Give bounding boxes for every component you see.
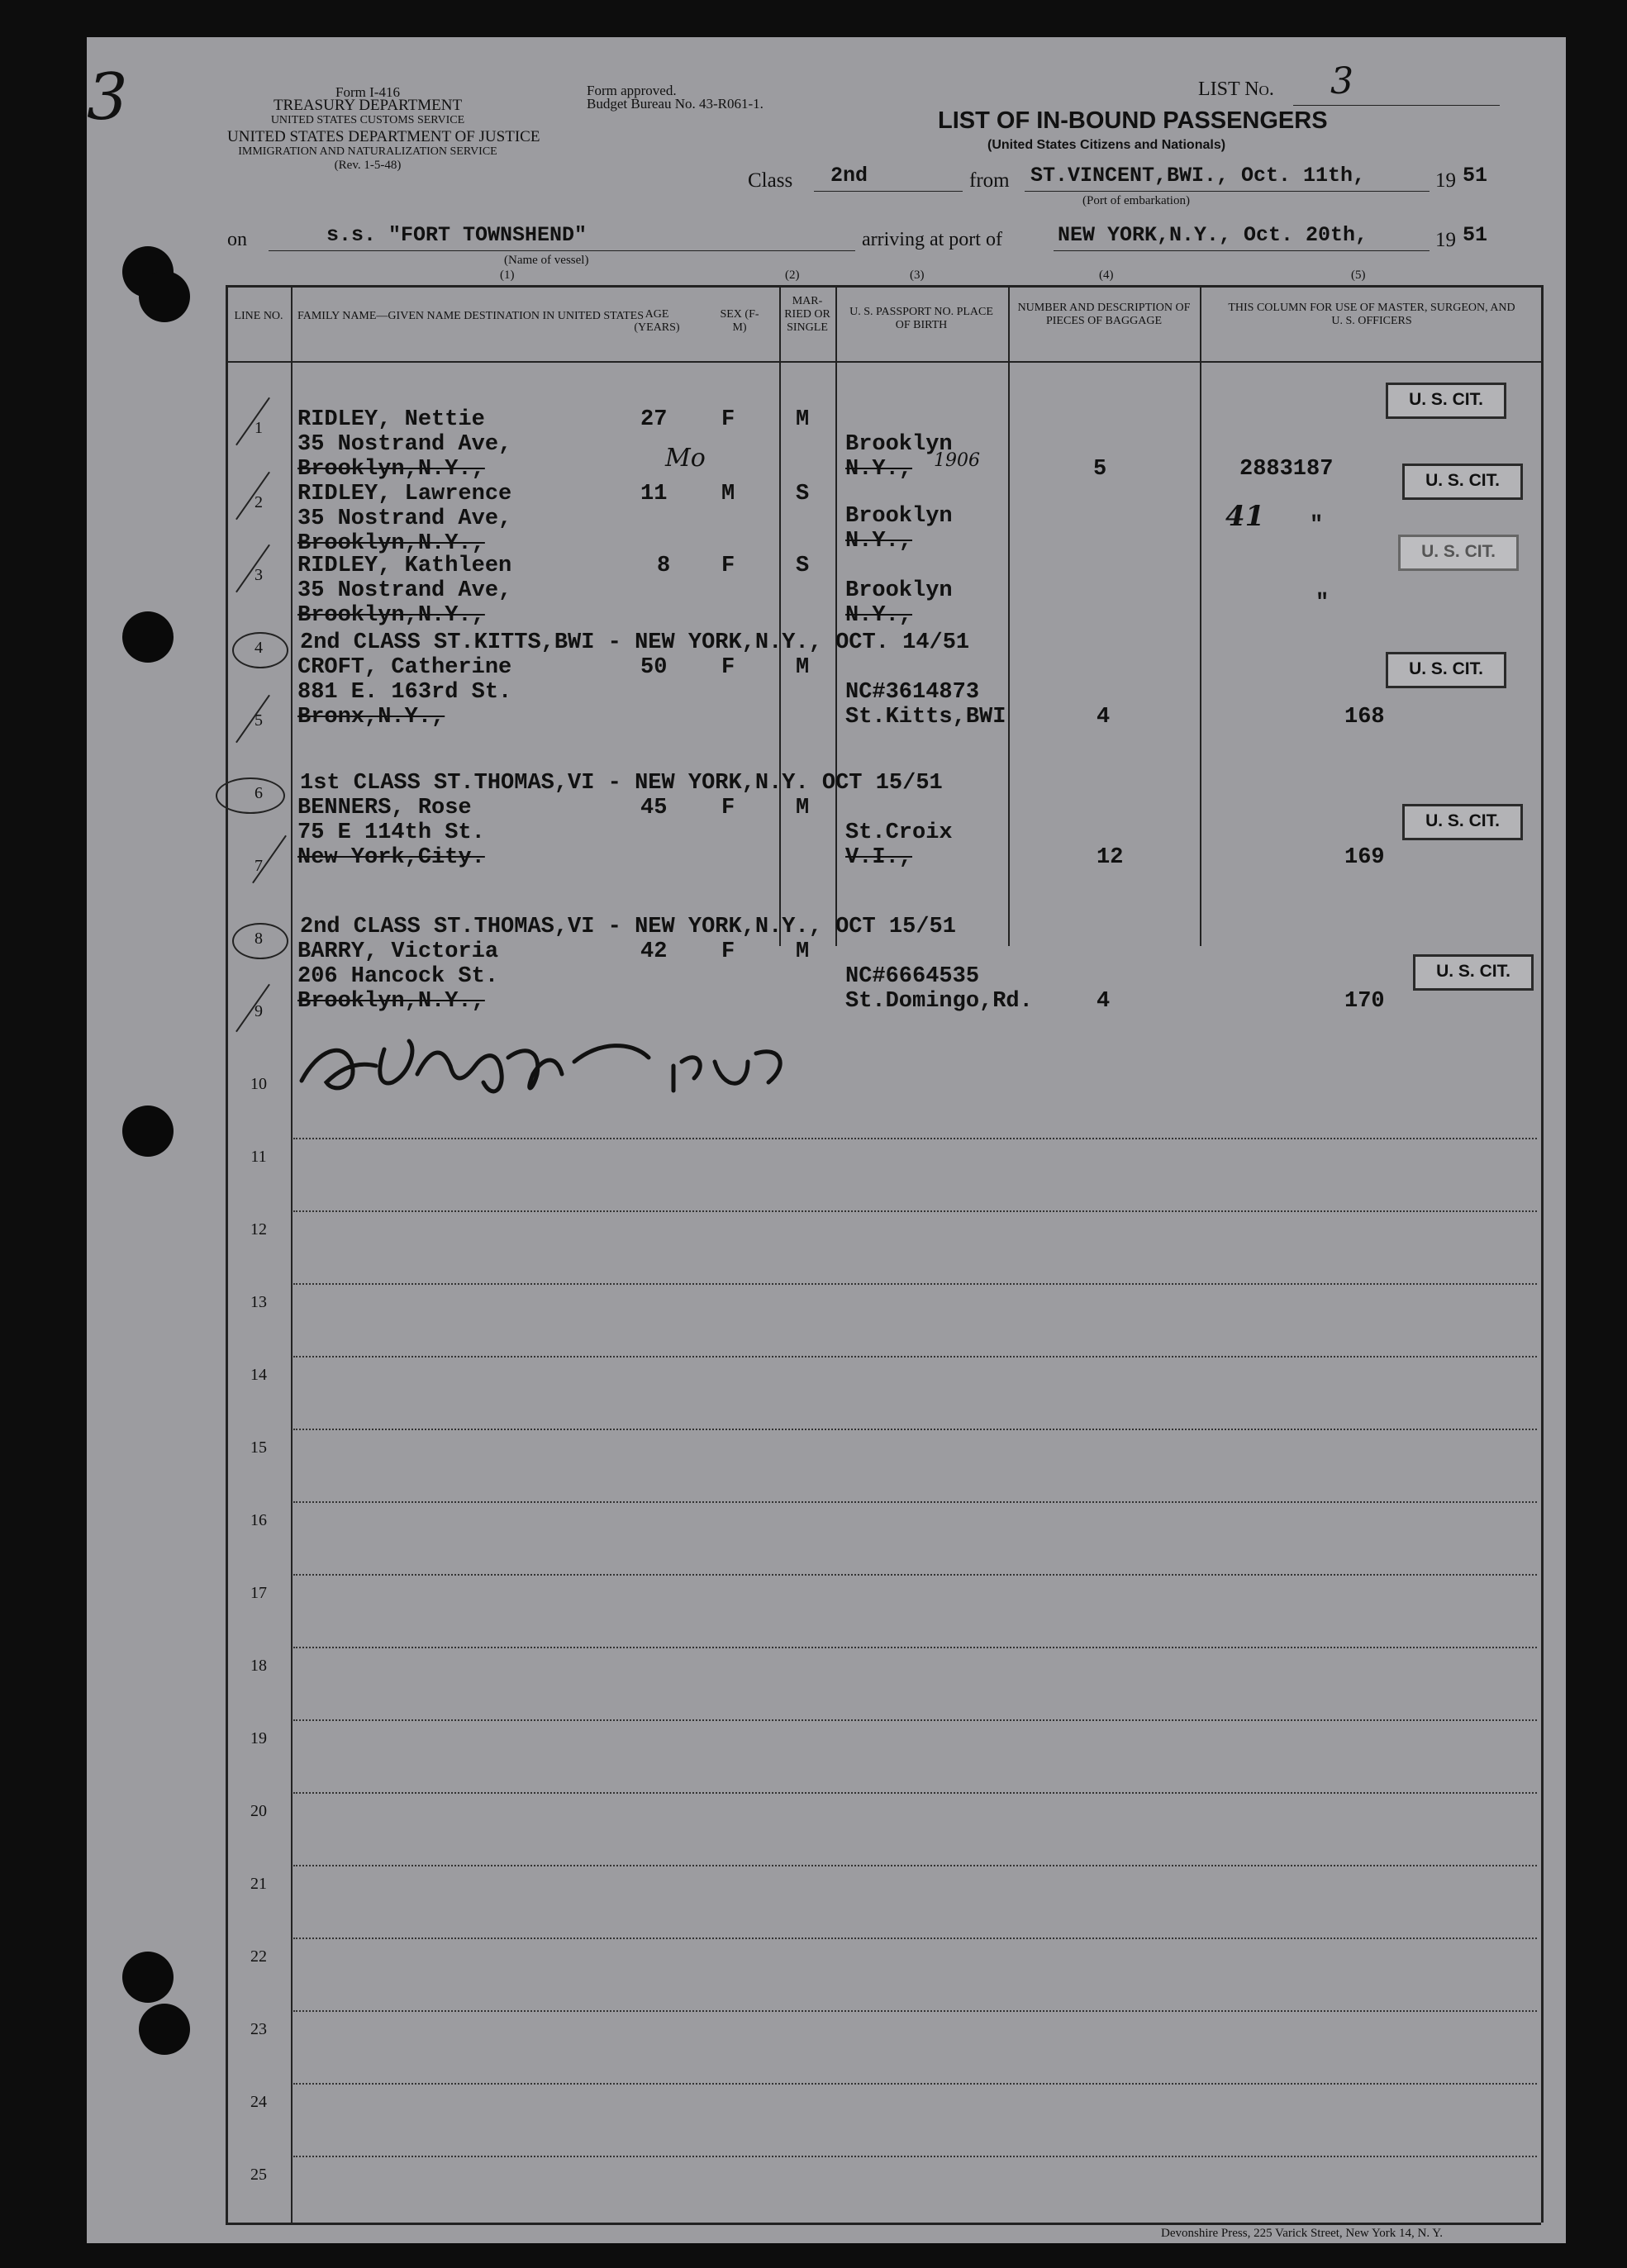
vessel-note: (Name of vessel) [504, 254, 589, 267]
binder-hole [122, 611, 174, 663]
passenger-sex: M [721, 482, 735, 506]
passenger-sex: F [721, 554, 735, 578]
passenger-marital: S [796, 554, 810, 578]
col-head-age: AGE (YEARS) [634, 308, 680, 334]
us-cit-stamp: U. S. CIT. [1386, 383, 1506, 419]
line-circle [232, 632, 288, 668]
line-number: 10 [250, 1075, 267, 1093]
col-head-line: LINE NO. [234, 310, 283, 322]
baggage-count: 4 [1097, 989, 1111, 1014]
list-number: 3 [1330, 60, 1353, 102]
passenger-name: RIDLEY, Nettie [297, 407, 485, 432]
line-number: 6 [255, 784, 263, 802]
baggage-count: 12 [1097, 845, 1124, 870]
us-cit-stamp: U. S. CIT. [1386, 652, 1506, 688]
signature [285, 1016, 822, 1115]
pencil-note: Mo [665, 444, 706, 473]
passport-line: Brooklyn [845, 504, 953, 529]
vessel-name: s.s. "FORT TOWNSHEND" [326, 223, 588, 247]
line-circle [216, 777, 285, 814]
passenger-name: BENNERS, Rose [297, 796, 472, 820]
binder-hole [139, 2004, 190, 2055]
passport-line: V.I., [845, 845, 913, 870]
line-number: 17 [250, 1584, 267, 1602]
line-number: 23 [250, 2020, 267, 2038]
passenger-address: 35 Nostrand Ave, [297, 578, 512, 603]
col-head-officers: THIS COLUMN FOR USE OF MASTER, SURGEON, AND U. S. OFFICERS [1228, 302, 1515, 327]
passport-line: St.Kitts,BWI [845, 705, 1006, 730]
passport-line: Brooklyn [845, 578, 953, 603]
passenger-city: Brooklyn,N.Y., [297, 989, 485, 1014]
line-number: 5 [255, 711, 263, 730]
document-title: LIST OF IN-BOUND PASSENGERS [938, 107, 1328, 134]
officer-number: " [1310, 513, 1324, 538]
line-number: 14 [250, 1366, 267, 1384]
passenger-name: RIDLEY, Kathleen [297, 554, 512, 578]
line-number: 2 [255, 493, 263, 511]
line-number: 21 [250, 1875, 267, 1893]
passenger-sex: F [721, 407, 735, 432]
binder-hole [122, 1952, 174, 2003]
line-number: 15 [250, 1438, 267, 1457]
line-number: 13 [250, 1293, 267, 1311]
col-head-passport: U. S. PASSPORT NO. PLACE OF BIRTH [849, 306, 993, 331]
from-value: ST.VINCENT,BWI., Oct. 11th, [1030, 164, 1366, 188]
officer-number: 2883187 [1239, 457, 1334, 482]
ins-service: IMMIGRATION AND NATURALIZATION SERVICE [238, 145, 497, 158]
section-header: 2nd CLASS ST.KITTS,BWI - NEW YORK,N.Y., OCT. 14/51 [300, 630, 970, 655]
manifest-page [87, 37, 1566, 2243]
passenger-sex: F [721, 939, 735, 964]
line-number: 3 [255, 566, 263, 584]
officer-number: 168 [1344, 705, 1385, 730]
passenger-marital: S [796, 482, 810, 506]
document-subtitle: (United States Citizens and Nationals) [987, 138, 1226, 152]
passenger-address: 206 Hancock St. [297, 964, 499, 989]
pencil-note: 1906 [934, 450, 980, 471]
col-head-sex: SEX (F-M) [720, 308, 759, 334]
passport-line: N.Y., [845, 529, 913, 554]
passport-line: Brooklyn [845, 432, 953, 457]
passenger-sex: F [721, 655, 735, 680]
form-id: Form I-416 [335, 84, 400, 100]
col-head-married: MAR-RIED OR SINGLE [784, 295, 830, 334]
line-number: 1 [255, 419, 263, 437]
section-header: 2nd CLASS ST.THOMAS,VI - NEW YORK,N.Y., OCT 15/51 [300, 915, 956, 939]
us-cit-stamp: U. S. CIT. [1402, 464, 1523, 500]
passenger-address: 35 Nostrand Ave, [297, 506, 512, 531]
line-number: 12 [250, 1220, 267, 1239]
col-num-2: (2) [785, 269, 800, 282]
arrival-value: NEW YORK,N.Y., Oct. 20th, [1058, 223, 1368, 247]
port-note: (Port of embarkation) [1082, 194, 1190, 207]
passenger-name: CROFT, Catherine [297, 655, 512, 680]
us-cit-stamp: U. S. CIT. [1413, 954, 1534, 991]
passport-line: NC#3614873 [845, 680, 980, 705]
from-label: from [969, 169, 1010, 192]
passenger-name: BARRY, Victoria [297, 939, 499, 964]
passenger-age: 50 [640, 655, 668, 680]
passport-line: N.Y., [845, 457, 913, 482]
binder-hole [139, 271, 190, 322]
passport-line: St.Domingo,Rd. [845, 989, 1033, 1014]
arrival-year-prefix: 19 [1435, 229, 1456, 251]
officer-number: 170 [1344, 989, 1385, 1014]
passenger-age: 42 [640, 939, 668, 964]
us-cit-stamp: U. S. CIT. [1402, 804, 1523, 840]
passenger-marital: M [796, 655, 810, 680]
col-head-name: FAMILY NAME—GIVEN NAME DESTINATION IN UNITED STATES [297, 310, 644, 322]
col-num-4: (4) [1099, 269, 1114, 282]
passport-line: N.Y., [845, 603, 913, 628]
line-number: 24 [250, 2093, 267, 2111]
us-cit-stamp: U. S. CIT. [1398, 535, 1519, 571]
col-num-3: (3) [910, 269, 925, 282]
line-number: 16 [250, 1511, 267, 1529]
passenger-age: 27 [640, 407, 668, 432]
arriving-label: arriving at port of [862, 229, 1002, 250]
passenger-city: Bronx,N.Y., [297, 705, 445, 730]
officer-number: 169 [1344, 845, 1385, 870]
line-number: 22 [250, 1947, 267, 1966]
form-approved: Form approved. [587, 83, 677, 98]
passenger-age: 11 [640, 482, 668, 506]
line-number: 11 [250, 1148, 267, 1166]
passenger-city: New York,City. [297, 845, 485, 870]
line-number: 7 [255, 857, 263, 875]
passenger-marital: M [796, 796, 810, 820]
passenger-address: 75 E 114th St. [297, 820, 485, 845]
passport-line: St.Croix [845, 820, 953, 845]
passenger-age: 45 [640, 796, 668, 820]
passenger-city: Brooklyn,N.Y., [297, 457, 485, 482]
binder-hole [122, 1105, 174, 1157]
list-label: LIST No. [1198, 78, 1274, 100]
class-value: 2nd [830, 164, 868, 188]
class-label: Class [748, 169, 793, 192]
printer-credit: Devonshire Press, 225 Varick Street, New York 14, N. Y. [1161, 2227, 1443, 2240]
baggage-count: 5 [1093, 457, 1107, 482]
officer-number: " [1315, 591, 1330, 616]
col-num-5: (5) [1351, 269, 1366, 282]
form-revision: (Rev. 1-5-48) [334, 159, 402, 172]
line-number: 9 [255, 1002, 263, 1020]
passenger-city: Brooklyn,N.Y., [297, 531, 485, 556]
col-head-baggage: NUMBER AND DESCRIPTION OF PIECES OF BAGGAGE [1017, 302, 1191, 327]
baggage-count: 4 [1097, 705, 1111, 730]
line-number: 25 [250, 2166, 267, 2184]
line-number: 19 [250, 1729, 267, 1747]
margin-number: 3 [87, 60, 128, 135]
budget-bureau: Budget Bureau No. 43-R061-1. [587, 96, 764, 112]
line-circle [232, 923, 288, 959]
line-number: 20 [250, 1802, 267, 1820]
treasury-dept: TREASURY DEPARTMENT [273, 97, 463, 114]
passenger-city: Brooklyn,N.Y., [297, 603, 485, 628]
passenger-marital: M [796, 407, 810, 432]
customs-service: UNITED STATES CUSTOMS SERVICE [270, 114, 465, 126]
passenger-marital: M [796, 939, 810, 964]
section-header: 1st CLASS ST.THOMAS,VI - NEW YORK,N.Y. OCT 15/51 [300, 771, 943, 796]
pencil-note: 41 [1225, 500, 1265, 533]
from-year-prefix: 19 [1435, 169, 1456, 192]
passenger-address: 35 Nostrand Ave, [297, 432, 512, 457]
passenger-sex: F [721, 796, 735, 820]
from-year: 51 [1463, 164, 1488, 188]
passenger-name: RIDLEY, Lawrence [297, 482, 512, 506]
passenger-address: 881 E. 163rd St. [297, 680, 512, 705]
col-num-1: (1) [500, 269, 515, 282]
line-number: 8 [255, 930, 263, 948]
passenger-age: 8 [657, 554, 671, 578]
on-label: on [227, 229, 247, 250]
line-number: 18 [250, 1657, 267, 1675]
line-number: 4 [255, 639, 263, 657]
justice-dept: UNITED STATES DEPARTMENT OF JUSTICE [227, 128, 540, 145]
arrival-year: 51 [1463, 223, 1488, 247]
passport-line: NC#6664535 [845, 964, 980, 989]
